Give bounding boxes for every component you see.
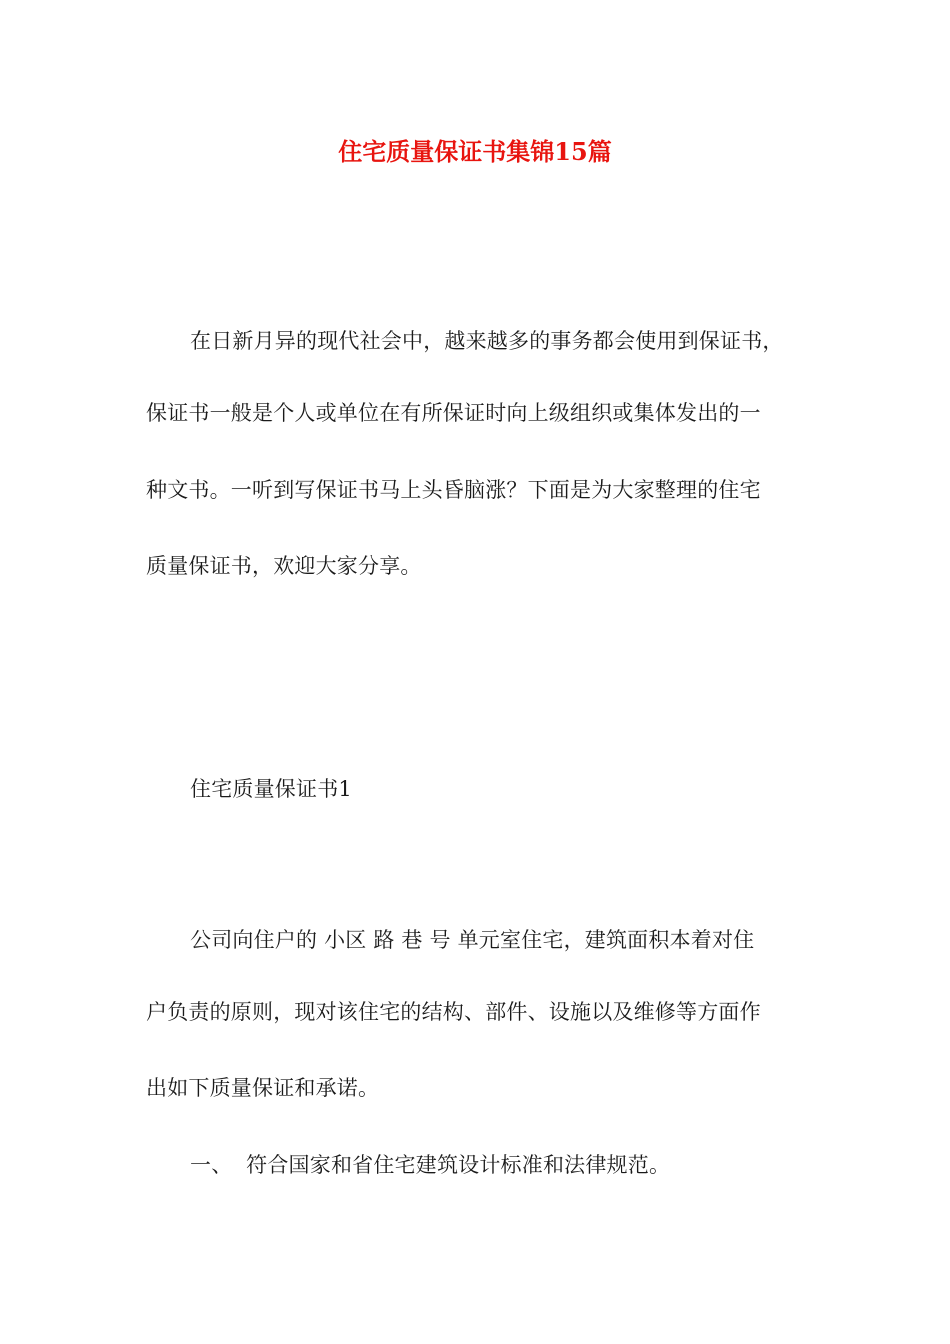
clause-1: 一、 符合国家和省住宅建筑设计标准和法律规范。	[190, 1153, 671, 1177]
intro-line-2: 保证书一般是个人或单位在有所保证时向上级组织或集体发出的一	[146, 401, 761, 425]
body-line-1: 公司向住户的 小区 路 巷 号 单元室住宅，建筑面积本着对住	[190, 928, 755, 952]
document-title: 住宅质量保证书集锦15篇	[338, 137, 612, 166]
intro-line-4: 质量保证书，欢迎大家分享。	[146, 554, 422, 578]
intro-line-3: 种文书。一听到写保证书马上头昏脑涨？下面是为大家整理的住宅	[146, 478, 761, 502]
body-line-2: 户负责的原则，现对该住宅的结构、部件、设施以及维修等方面作	[146, 1000, 761, 1024]
intro-line-1: 在日新月异的现代社会中，越来越多的事务都会使用到保证书，	[190, 329, 784, 353]
section-heading: 住宅质量保证书1	[190, 777, 352, 801]
body-line-3: 出如下质量保证和承诺。	[146, 1076, 380, 1100]
